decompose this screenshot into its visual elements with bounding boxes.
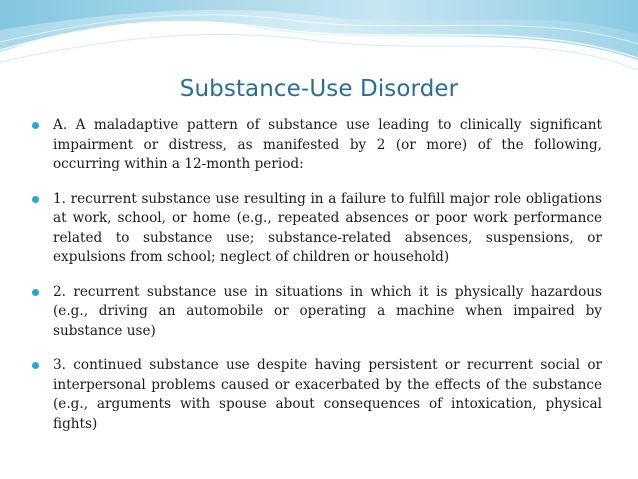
round-bullet-icon	[32, 289, 39, 296]
list-item	[32, 356, 602, 434]
round-bullet-icon	[32, 362, 39, 369]
bullet-text: 3. continued substance use despite having persistent or recurrent social or interpersonal problems caused or exacerbated by the effects of the substance (e.g., arguments with spouse about consequences of intoxication, physical fights)	[53, 357, 602, 432]
slide-title: Substance-Use Disorder	[179, 76, 459, 102]
round-bullet-icon	[32, 196, 39, 203]
bullet-text: A. A maladaptive pattern of substance use leading to clinically significant impairment or distress, as manifested by 2 (or more) of the following, occurring within a 12-month period:	[53, 117, 602, 172]
list-item	[32, 190, 602, 268]
list-item	[32, 283, 602, 342]
round-bullet-icon	[32, 122, 39, 129]
bullet-text: 1. recurrent substance use resulting in a failure to fulfill major role obligations at work, school, or home (e.g., repeated absences or poor work performance related to substance use; substance-related absences, suspensions, or expulsions from school; neglect of children or household)	[53, 190, 602, 265]
bullet-text: 2. recurrent substance use in situations in which it is physically hazardous (e.g., driving an automobile or operating a machine when impaired by substance use)	[53, 283, 602, 339]
list-item	[32, 116, 602, 175]
bullet-list	[32, 116, 602, 449]
